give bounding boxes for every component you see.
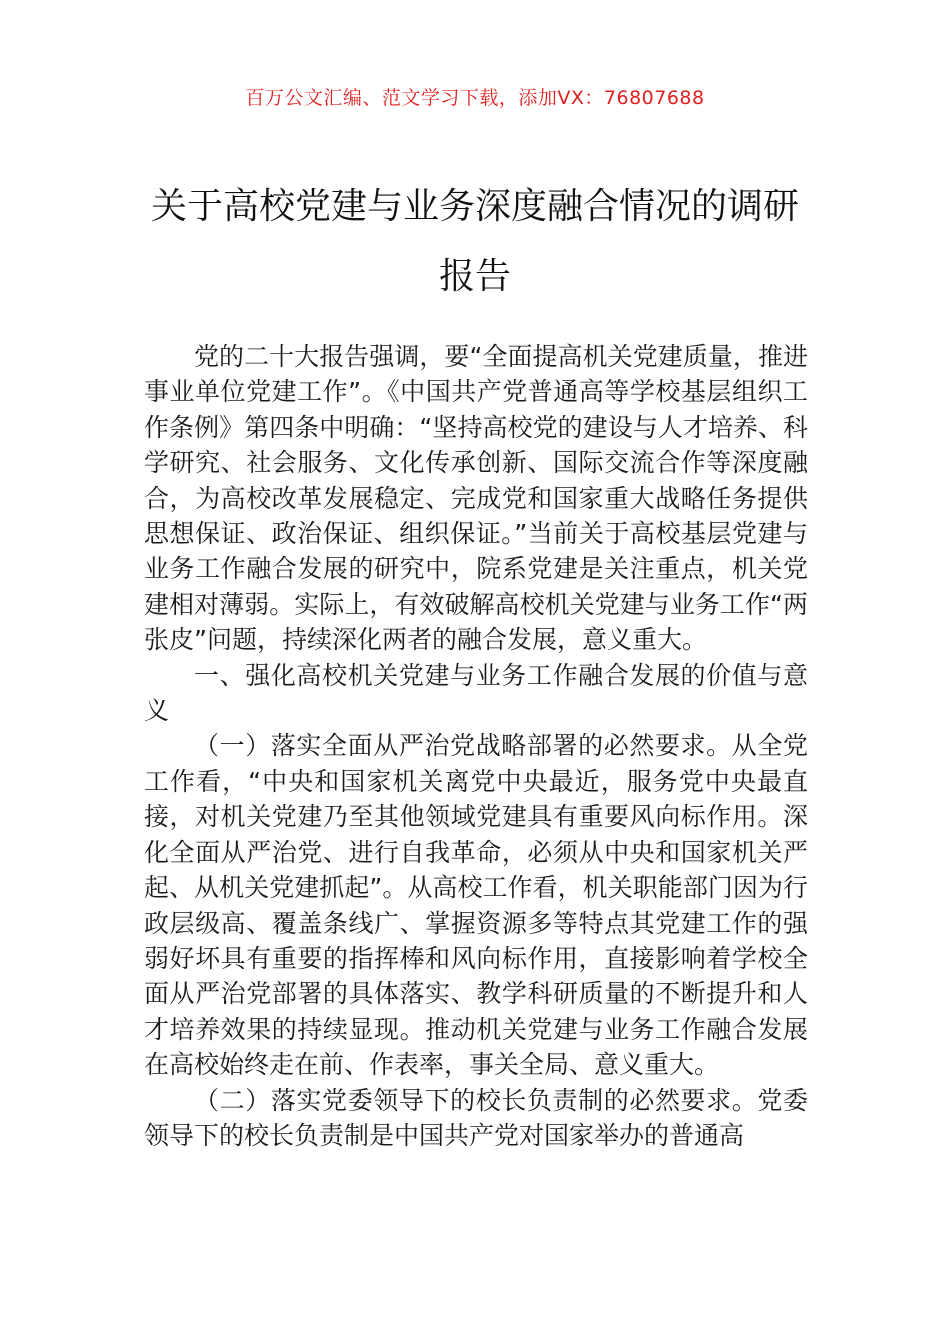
document-body <box>144 339 808 1153</box>
intro-paragraph: 党的二十大报告强调，要“全面提高机关党建质量，推进事业单位党建工作”。《中国共产党普通高等学校基层组织工作条例》第四条中明确：“坚持高校党的建设与人才培养、科学研究、社会服务、文化传承创新、国际交流合作等深度融合，为高校改革发展稳定、完成党和国家重大战略任务提供思想保证、政治保证、组织保证。”当前关于高校基层党建与业务工作融合发展的研究中，院系党建是关注重点，机关党建相对薄弱。实际上，有效破解高校机关党建与业务工作“两张皮”问题，持续深化两者的融合发展，意义重大。 <box>144 342 808 655</box>
document-title: 关于高校党建与业务深度融合情况的调研报告 <box>150 186 799 297</box>
watermark-text: 百万公文汇编、范文学习下载，添加VX：76807688 <box>245 87 705 109</box>
body-paragraph: （一）落实全面从严治党战略部署的必然要求。从全党工作看，“中央和国家机关离党中央最近，服务党中央最直接，对机关党建乃至其他领域党建具有重要风向标作用。深化全面从严治党、进行自我革命，必须从中央和国家机关严起、从机关党建抓起”。从高校工作看，机关职能部门因为行政层级高、覆盖条线广、掌握资源多等特点其党建工作的强弱好坏具有重要的指挥棒和风向标作用，直接影响着学校全面从严治党部署的具体落实、教学科研质量的不断提升和人才培养效果的持续显现。推动机关党建与业务工作融合发展在高校始终走在前、作表率，事关全局、意义重大。 <box>144 731 808 1080</box>
section-heading: 一、强化高校机关党建与业务工作融合发展的价值与意义 <box>144 660 808 726</box>
body-paragraph: （二）落实党委领导下的校长负责制的必然要求。党委领导下的校长负责制是中国共产党对国家举办的普通高 <box>144 1085 808 1150</box>
